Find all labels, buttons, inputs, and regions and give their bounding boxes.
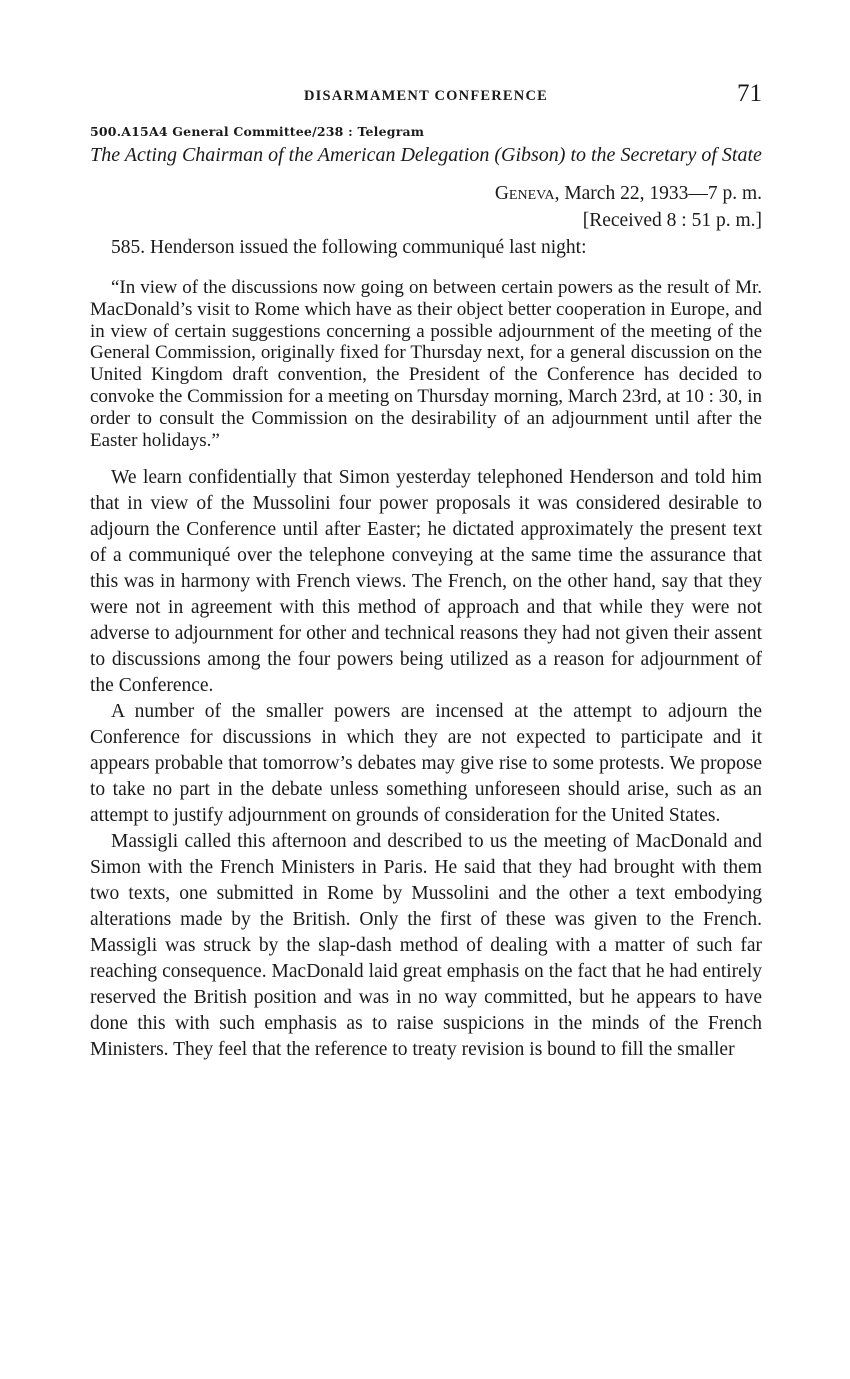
running-header <box>90 80 762 114</box>
dateline <box>90 180 762 234</box>
opening-line: 585. Henderson issued the following communiqué last night: <box>111 237 587 258</box>
dateline-date: , March 22, 1933—7 p. m. <box>554 183 762 204</box>
communique-quote: “In view of the discussions now going on between certain powers as the result of Mr. MacDonald’s visit to Rome which have as their object better cooperation in Europe, and in view of certain suggestions concerning a possible adjournment of the meeting of the General Commission, originally fixed for Thursday next, for a general discussion on the United Kingdom draft convention, the President of the Conference has decided to convoke the Commission for a meeting on Thursday morning, March 23rd, at 10 : 30, in order to consult the Commission on the desirability of an adjournment until after the Easter holidays.” <box>90 277 762 451</box>
received-line: [Received 8 : 51 p. m.] <box>582 210 762 231</box>
body-paragraph: We learn confidentially that Simon yesterday telephoned Henderson and told him that in view of the Mussolini four power proposals it was considered desirable to adjourn the Conference until after Easter; he dictated approximately the present text of a communiqué over the telephone conveying at the same time the assurance that this was in harmony with French views. The French, on the other hand, say that they were not in agreement with this method of approach and that while they were not adverse to adjournment for other and technical reasons they had not given their assent to discussions among the four powers being utilized as a reason for adjournment of the Conference. <box>90 467 762 697</box>
page-number: 71 <box>737 80 762 107</box>
file-reference: 500.A15A4 General Committee/238 : Telegram <box>90 124 425 139</box>
body-paragraph: Massigli called this afternoon and described to us the meeting of MacDonald and Simon with the French Ministers in Paris. He said that they had brought with them two texts, one submitted in Rome by Mussolini and the other a text embodying alterations made by the British. Only the first of these was given to the French. Massigli was struck by the slap-dash method of dealing with a matter of such far reaching consequence. MacDonald laid great emphasis on the fact that he had entirely reserved the British position and was in no way committed, but he appears to have done this with such emphasis as to raise suspicions in the minds of the French Ministers. They feel that the reference to treaty revision is bound to fill the smaller <box>90 831 762 1061</box>
dateline-place: Geneva <box>494 183 555 204</box>
document-page <box>90 80 762 1063</box>
dateline-place-date <box>90 180 762 207</box>
running-title: DISARMAMENT CONFERENCE <box>303 88 549 104</box>
body-paragraph: A number of the smaller powers are incensed at the attempt to adjourn the Conference for discussions in which they are not expected to participate and it appears probable that tomorrow’s debates may give rise to some protests. We propose to take no part in the debate unless something unforeseen should arise, such as an attempt to justify adjournment on grounds of consideration for the United States. <box>90 701 762 827</box>
document-title: The Acting Chairman of the American Delegation (Gibson) to the Secretary of State <box>90 144 762 166</box>
